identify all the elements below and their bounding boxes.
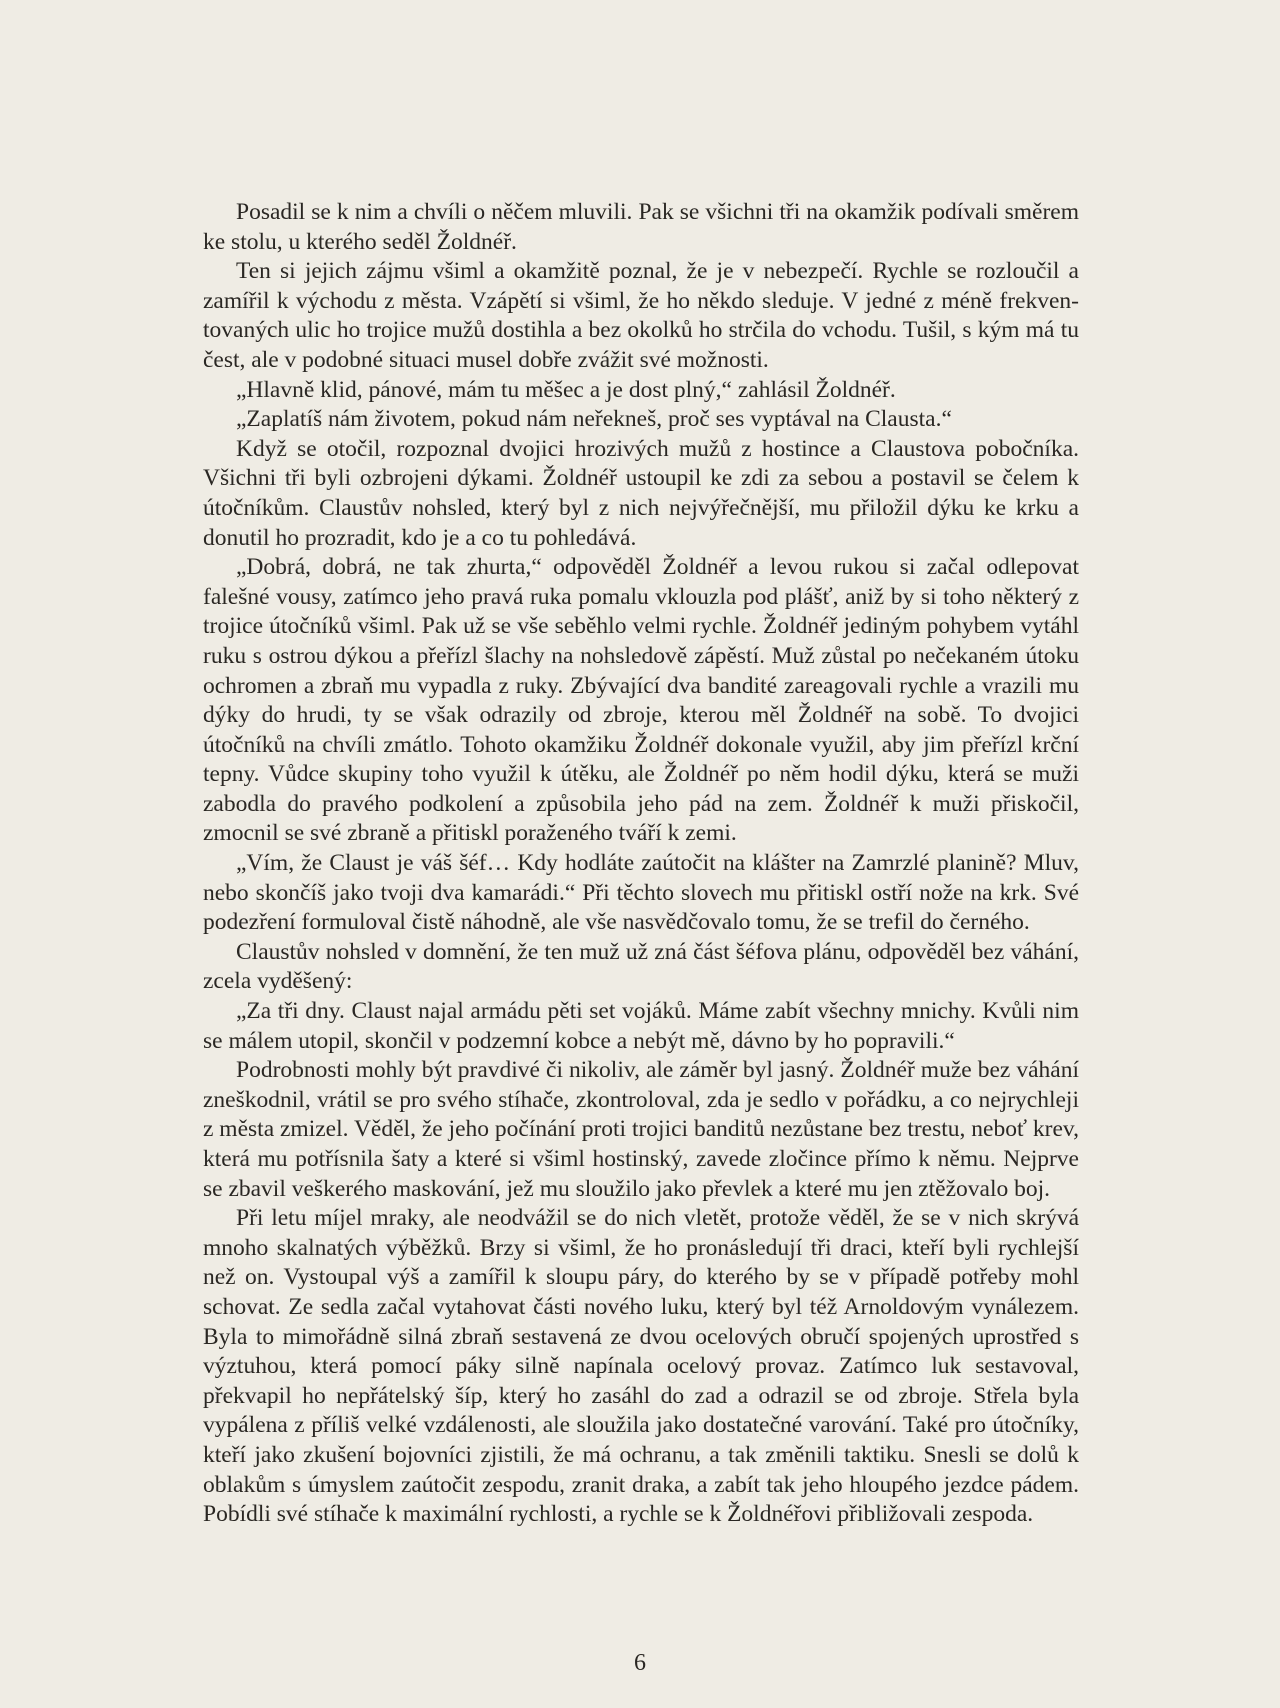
paragraph-9: „Za tři dny. Claust najal armádu pěti set vojáků. Máme zabít všechny mnichy. Kvůli nim se málem utopil, skončil v podzemní kobce a nebýt mě, dávno by ho popravili.“ <box>203 998 1079 1054</box>
paragraph-4: „Zaplatíš nám životem, pokud nám neřekneš, proč ses vyptával na Clausta.“ <box>236 406 952 433</box>
paragraph-7: „Vím, že Claust je váš šéf… Kdy hodláte zaútočit na klášter na Zamrzlé planině? Mluv, nebo skončíš jako tvoji dva kamarádi.“ Při těchto slovech mu přitiskl ostří nože na krk. Své podezření formuloval čistě náhodně, ale vše nasvědčovalo tomu, že se trefil do černého. <box>203 850 1079 936</box>
paragraph-3: „Hlavně klid, pánové, mám tu měšec a je dost plný,“ zahlásil Žoldnéř. <box>236 376 896 403</box>
paragraph-2: Ten si jejich zájmu všiml a okamžitě poznal, že je v nebezpečí. Rychle se rozloučil a zamířil k východu z města. Vzápětí si všiml, že ho někdo sleduje. V jedné z méně frekventovaných ulic ho trojice mužů dostihla a bez okolků ho strčila do vchodu. Tušil, s kým má tu čest, ale v podobné situaci musel dobře zvážit své možnosti. <box>203 258 1079 373</box>
body-text <box>203 198 1079 1530</box>
paragraph-10: Podrobnosti mohly být pravdivé či nikoliv, ale záměr byl jasný. Žoldnéř muže bez váhání zneškodnil, vrátil se pro svého stíhače, zkontroloval, zda je sedlo v pořádku, a co nejrychleji z města zmizel. Věděl, že jeho počínání proti trojici banditů nezůstane bez trestu, neboť krev, která mu potřísnila šaty a které si všiml hostinský, zavede zločince přímo k němu. Nejprve se zbavil veškerého maskování, jež mu sloužilo jako převlek a které mu jen ztěžovalo boj. <box>203 1057 1079 1202</box>
page-number: 6 <box>634 1650 646 1676</box>
paragraph-6: „Dobrá, dobrá, ne tak zhurta,“ odpověděl Žoldnéř a levou rukou si začal odlepovat falešné vousy, zatímco jeho pravá ruka pomalu vklouzla pod plášť, aniž by si toho některý z trojice útočníků všiml. Pak už se vše seběhlo velmi rychle. Žoldnéř jediným pohybem vytáhl ruku s ostrou dýkou a přeřízl šlachy na nohsledově zápěstí. Muž zůstal po nečekaném útoku ochromen a zbraň mu vypadla z ruky. Zbývající dva bandité zareagovali rychle a vrazili mu dýky do hrudi, ty se však odrazily od zbroje, kterou měl Žoldnéř na sobě. To dvojici útočníků na chvíli zmátlo. Tohoto okamžiku Žoldnéř dokonale využil, aby jim přeřízl krční tepny. Vůdce skupiny toho využil k útěku, ale Žoldnéř po něm hodil dýku, která se muži zabodla do pravého podkolení a způsobila jeho pád na zem. Žoldnéř k muži přiskočil, zmocnil se své zbraně a přitiskl poraženého tváří k zemi. <box>203 554 1079 847</box>
paragraph-8: Claustův nohsled v domnění, že ten muž už zná část šéfova plánu, odpověděl bez váhání, zcela vyděšený: <box>203 938 1079 995</box>
paragraph-11: Při letu míjel mraky, ale neodvážil se do nich vletět, protože věděl, že se v nich skrývá mnoho skalnatých výběžků. Brzy si všiml, že ho pronásledují tři draci, kteří byli rychlejší než on. Vystoupal výš a zamířil k sloupu páry, do kterého by se v případě potřeby mohl schovat. Ze sedla začal vytahovat části nového luku, který byl též Arnoldovým vynálezem. Byla to mimořádně silná zbraň sestavená ze dvou ocelových obručí spojených uprostřed s výztuhou, která pomocí páky silně napínala ocelový provaz. Zatímco luk sestavoval, překvapil ho nepřátelský šíp, který ho zasáhl do zad a odrazil se od zbroje. Střela byla vypálena z příliš velké vzdálenosti, ale sloužila jako dostatečné varování. Také pro útočníky, kteří jako zkušení bojovníci zjistili, že má ochranu, a tak změnili taktiku. Snesli se dolů k oblakům s úmyslem zaútočit zespodu, zranit draka, a zabít tak jeho hloupého jezdce pádem. Pobídli své stíhače k maximální rychlosti, a rychle se k Žoldnéřovi přibližovali zespoda. <box>203 1205 1079 1528</box>
paragraph-1: Posadil se k nim a chvíli o něčem mluvili. Pak se všichni tři na okamžik podívali směrem ke stolu, u kterého seděl Žoldnéř. <box>203 199 1079 255</box>
paragraph-5: Když se otočil, rozpoznal dvojici hrozivých mužů z hostince a Claustova pobočníka. Všichni tři byli ozbrojeni dýkami. Žoldnéř ustoupil ke zdi za sebou a postavil se čelem k útočníkům. Claustův nohsled, který byl z nich nejvýřečnější, mu přiložil dýku ke krku a donutil ho prozradit, kdo je a co tu pohledává. <box>203 435 1079 551</box>
